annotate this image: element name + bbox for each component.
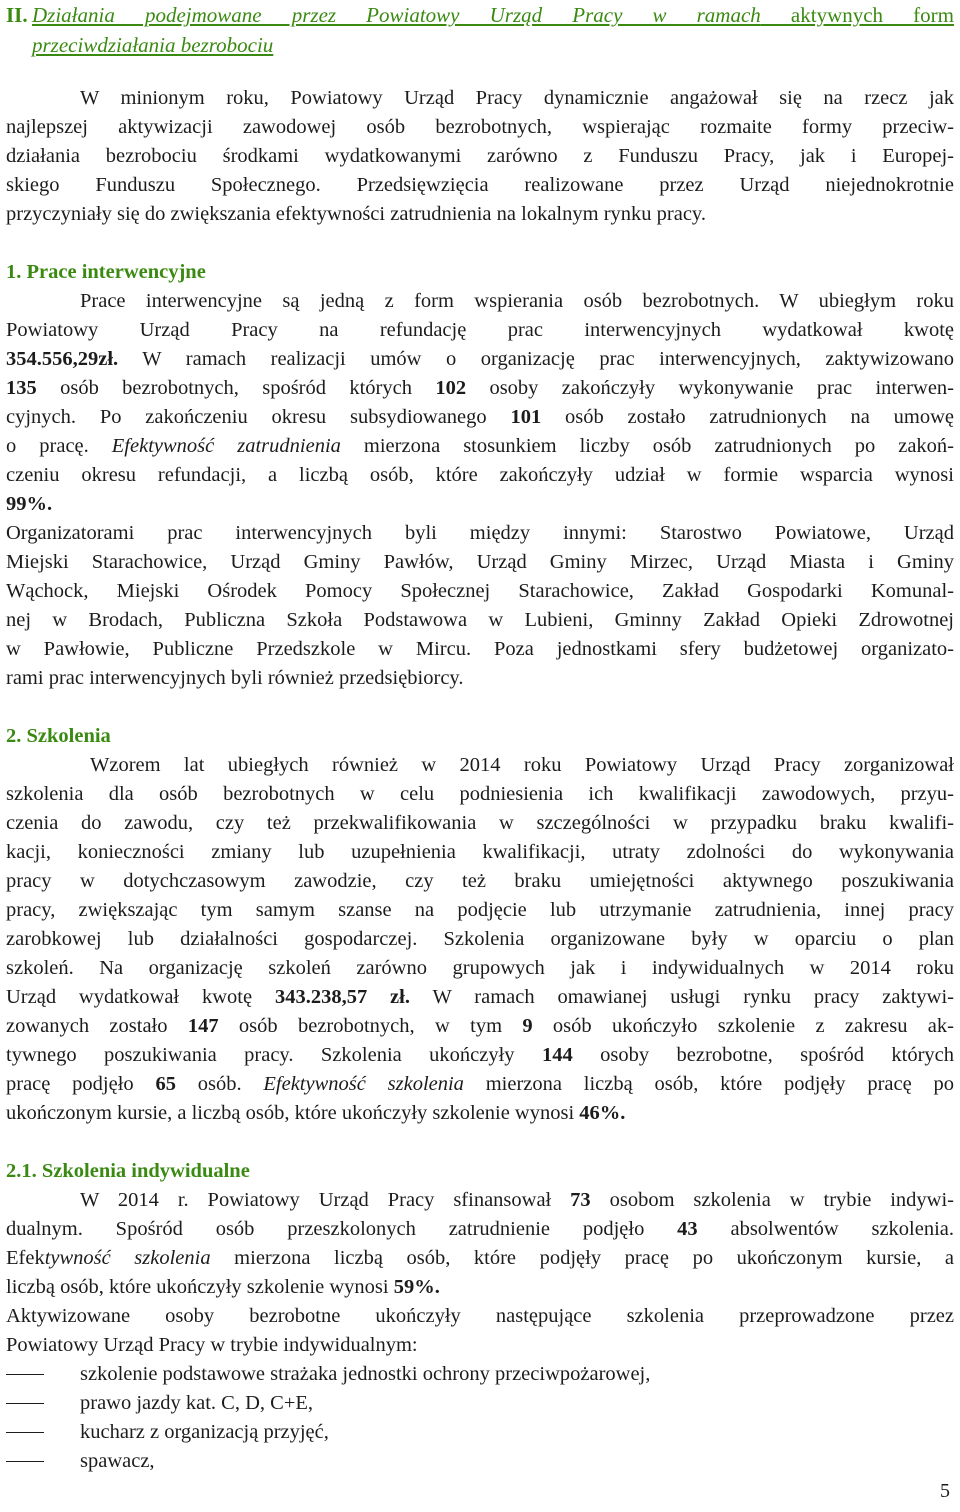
list-item: spawacz, [6, 1447, 954, 1476]
intro-line: najlepszej aktywizacji zawodowej osób bezrobotnych, wspierając rozmaite formy przeciw- [6, 116, 954, 138]
section-2-1-line: dualnym. Spośród osób przeszkolonych zatrudnienie podjęło 43 absolwentów szkolenia. [6, 1218, 955, 1240]
section-2-line: Wzorem lat ubiegłych również w 2014 roku Powiatowy Urząd Pracy zorganizował [90, 754, 954, 776]
section-2-line: pracę podjęło 65 osób. Efektywność szkolenia mierzona liczbą osób, które podjęły pracę po [6, 1073, 954, 1095]
organizers-line: Organizatorami prac interwencyjnych byli między innymi: Starostwo Powiatowe, Urząd [6, 522, 954, 544]
section-2-line: pracy, zwiększając tym samym szanse na podjęcie lub utrzymanie zatrudnienia, innej pracy [6, 899, 954, 921]
intro-paragraph [6, 84, 954, 229]
section-1-line: o pracę. Efektywność zatrudnienia mierzona stosunkiem liczby osób zatrudnionych po zakoń- [6, 435, 955, 457]
list-item: kucharz z organizacją przyjęć, [6, 1418, 954, 1447]
section-2-1-line: Efektywność szkolenia mierzona liczbą osób, które podjęły pracę po ukończonym kursie, a [6, 1247, 954, 1269]
training-list [6, 1360, 954, 1476]
dash-bullet-icon [6, 1418, 80, 1447]
section-2-1-line: liczbą osób, które ukończyły szkolenie wynosi 59%. [6, 1276, 440, 1298]
organizers-line: nej w Brodach, Publiczna Szkoła Podstawowa w Lubieni, Gminny Zakład Opieki Zdrowotnej [6, 609, 954, 631]
section-2-line: pracy w dotychczasowym zawodzie, czy też braku umiejętności aktywnego poszukiwania [6, 870, 954, 892]
section-2-1-line: W 2014 r. Powiatowy Urząd Pracy sfinansował 73 osobom szkolenia w trybie indywi- [80, 1189, 955, 1211]
section-1-heading: 1. Prace interwencyjne [6, 261, 206, 283]
dash-bullet-icon [6, 1447, 80, 1476]
section-2-line: czenia do zawodu, czy też przekwalifikowania w szczególności w przypadku braku kwalifi- [6, 812, 954, 834]
section-2-line: szkolenia dla osób bezrobotnych w celu podniesienia ich kwalifikacji zawodowych, przyu- [6, 783, 954, 805]
dash-bullet-icon [6, 1389, 80, 1418]
chapter-title-italic: Działania podejmowane przez Powiatowy Urząd Pracy w ramach [32, 3, 761, 27]
dash-bullet-icon [6, 1360, 80, 1389]
section-2-line: ukończonym kursie, a liczbą osób, które ukończyły szkolenie wynosi 46%. [6, 1102, 626, 1124]
section-2-heading: 2. Szkolenia [6, 725, 111, 747]
section-1-line: 135 osób bezrobotnych, spośród których 102 osoby zakończyły wykonywanie prac interwen- [6, 377, 954, 399]
section-2-line: szkoleń. Na organizację szkoleń zarówno grupowych jak i indywidualnych w 2014 roku [6, 957, 954, 979]
intro-line: działania bezrobociu środkami wydatkowanymi zarówno z Funduszu Pracy, jak i Europej- [6, 145, 954, 167]
intro-line: przyczyniały się do zwiększania efektywności zatrudnienia na lokalnym rynku pracy. [6, 203, 706, 225]
organizers-paragraph [6, 519, 954, 693]
chapter-title-line2: przeciwdziałania bezrobociu [32, 33, 274, 57]
section-1-efficiency: 99%. [6, 493, 53, 515]
section-1-line: czeniu okresu refundacji, a liczbą osób, które zakończyły udział w formie wsparcia wynosi [6, 464, 954, 486]
section-1-line: cyjnych. Po zakończeniu okresu subsydiowanego 101 osób zostało zatrudnionych na umowę [6, 406, 954, 428]
section-1-line: 354.556,29zł. W ramach realizacji umów o organizację prac interwencyjnych, zaktywizowano [6, 348, 954, 370]
chapter-number: II. [6, 3, 28, 27]
chapter-title [6, 0, 954, 30]
section-1-line: Powiatowy Urząd Pracy na refundację prac interwencyjnych wydatkował kwotę [6, 319, 954, 341]
section-2-1-line: Aktywizowane osoby bezrobotne ukończyły następujące szkolenia przeprowadzone przez [6, 1305, 954, 1327]
section-2-line: kacji, konieczności zmiany lub uzupełnienia kwalifikacji, utraty zdolności do wykonywania [6, 841, 954, 863]
organizers-line: w Pawłowie, Publiczne Przedszkole w Mircu. Poza jednostkami sfery budżetowej organizato- [6, 638, 954, 660]
section-2-line: Urząd wydatkował kwotę 343.238,57 zł. W ramach omawianej usługi rynku pracy zaktywi- [6, 986, 954, 1008]
section-2-1-heading: 2.1. Szkolenia indywidualne [6, 1160, 250, 1182]
section-1-line: Prace interwencyjne są jedną z form wspierania osób bezrobotnych. W ubiegłym roku [80, 290, 954, 312]
organizers-line: Miejski Starachowice, Urząd Gminy Pawłów, Urząd Gminy Mirzec, Urząd Miasta i Gminy [6, 551, 954, 573]
document-page [6, 0, 954, 1476]
chapter-title-rest: aktywnych form [760, 3, 954, 27]
section-2-line: zarobkowej lub działalności gospodarczej. Szkolenia organizowane były w oparciu o plan [6, 928, 954, 950]
organizers-line: rami prac interwencyjnych byli również przedsiębiorcy. [6, 667, 464, 689]
page-number: 5 [940, 1480, 950, 1502]
intro-line: W minionym roku, Powiatowy Urząd Pracy dynamicznie angażował się na rzecz jak [80, 87, 954, 109]
section-2-1-line: Powiatowy Urząd Pracy w trybie indywidualnym: [6, 1334, 418, 1356]
intro-line: skiego Funduszu Społecznego. Przedsięwzięcia realizowane przez Urząd niejednokrotnie [6, 174, 954, 196]
list-item: prawo jazdy kat. C, D, C+E, [6, 1389, 954, 1418]
organizers-line: Wąchock, Miejski Ośrodek Pomocy Społecznej Starachowice, Zakład Gospodarki Komunal- [6, 580, 954, 602]
section-2-line: tywnego poszukiwania pracy. Szkolenia ukończyły 144 osoby bezrobotne, spośród których [6, 1044, 954, 1066]
section-2-line: zowanych zostało 147 osób bezrobotnych, w tym 9 osób ukończyło szkolenie z zakresu ak- [6, 1015, 954, 1037]
list-item: szkolenie podstawowe strażaka jednostki ochrony przeciwpożarowej, [6, 1360, 954, 1389]
